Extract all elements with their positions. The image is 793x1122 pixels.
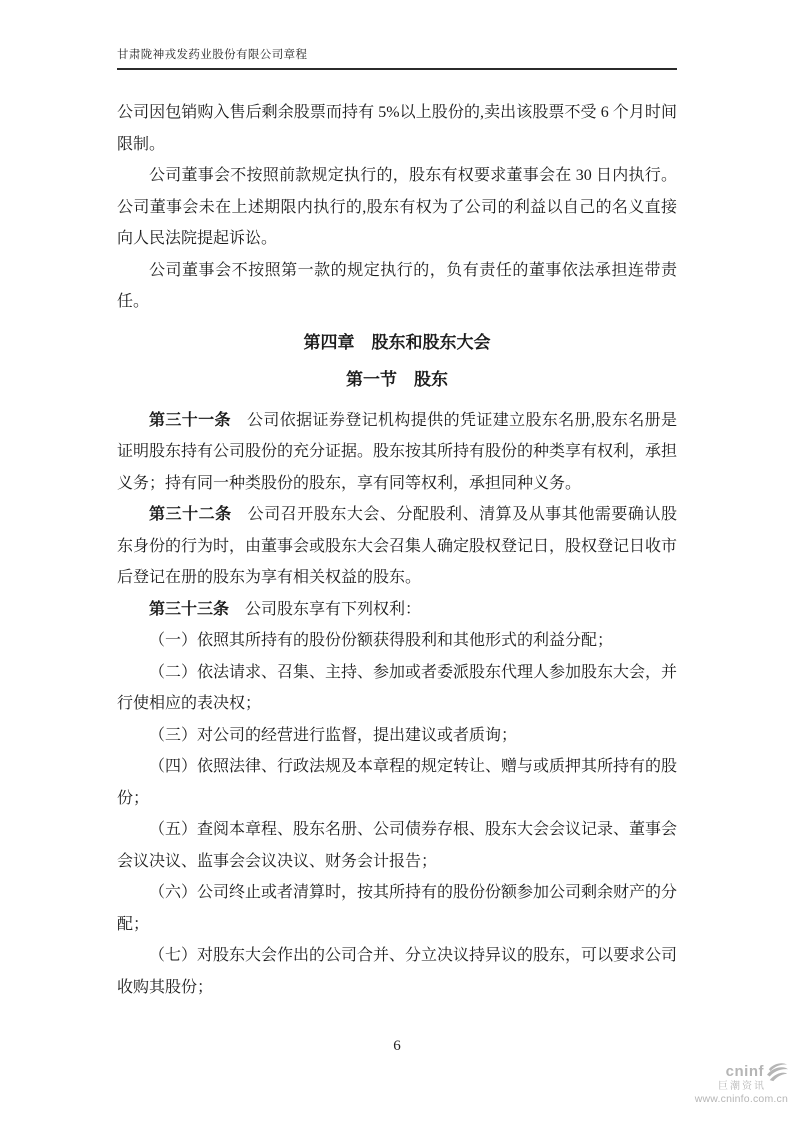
page-header [117, 48, 677, 70]
rights-list-item: （三）对公司的经营进行监督，提出建议或者质询； [149, 726, 518, 744]
article-paragraph [117, 405, 677, 500]
cninfo-watermark [668, 1063, 788, 1106]
chapter-heading: 第四章 股东和股东大会 [303, 332, 491, 352]
article-paragraph [117, 594, 677, 626]
paragraph: 公司董事会不按照前款规定执行的，股东有权要求董事会在 30 日内执行。公司董事会未在上述期限内执行的,股东有权为了公司的利益以自己的名义直接向人民法院提起诉讼。 [117, 167, 677, 247]
paragraph: 公司董事会不按照第一款的规定执行的，负有责任的董事依法承担连带责任。 [117, 261, 677, 310]
article-text: 公司召开股东大会、分配股利、清算及从事其他需要确认股东身份的行为时，由董事会或股东大会召集人确定股权登记日，股权登记日收市后登记在册的股东为享有相关权益的股东。 [117, 506, 678, 586]
rights-list-item: （六）公司终止或者清算时，按其所持有的股份份额参加公司剩余财产的分配； [117, 884, 678, 933]
rights-list-item: （五）查阅本章程、股东名册、公司债券存根、股东大会会议记录、董事会会议决议、监事会会议决议、财务会计报告； [117, 821, 678, 870]
cninfo-swirl-icon [766, 1062, 788, 1082]
document-body [117, 97, 677, 1003]
cninfo-brand-text: cninf [725, 1063, 764, 1080]
rights-list-item: （七）对股东大会作出的公司合并、分立决议持异议的股东，可以要求公司收购其股份； [117, 947, 678, 996]
page-number: 6 [393, 1038, 401, 1054]
rights-list-item: （四）依照法律、行政法规及本章程的规定转让、赠与或质押其所持有的股份； [117, 758, 678, 807]
article-text: 公司依据证券登记机构提供的凭证建立股东名册,股东名册是证明股东持有公司股份的充分证据。股东按其所持有股份的种类享有权利，承担义务；持有同一种类股份的股东，享有同等权利，承担同种义务。 [117, 411, 678, 492]
article-number: 第三十二条 [149, 506, 232, 523]
article-paragraph [117, 499, 677, 594]
rights-list-item: （二）依法请求、召集、主持、参加或者委派股东代理人参加股东大会，并行使相应的表决权； [117, 663, 678, 712]
cninfo-url: www.cninfo.com.cn [694, 1093, 788, 1105]
cninfo-brand-row [668, 1063, 788, 1081]
paragraph: 公司因包销购入售后剩余股票而持有 5%以上股份的,卖出该股票不受 6 个月时间限制。 [117, 104, 677, 153]
article-text: 公司股东享有下列权利： [245, 600, 422, 618]
cninfo-chinese-name: 巨潮资讯 [718, 1081, 766, 1092]
section-heading: 第一节 股东 [346, 370, 448, 389]
article-number: 第三十三条 [149, 600, 230, 618]
rights-list-item: （一）依照其所持有的股份份额获得股利和其他形式的利益分配； [149, 632, 614, 649]
header-title: 甘肃陇神戎发药业股份有限公司章程 [117, 49, 308, 61]
article-number: 第三十一条 [149, 411, 231, 429]
